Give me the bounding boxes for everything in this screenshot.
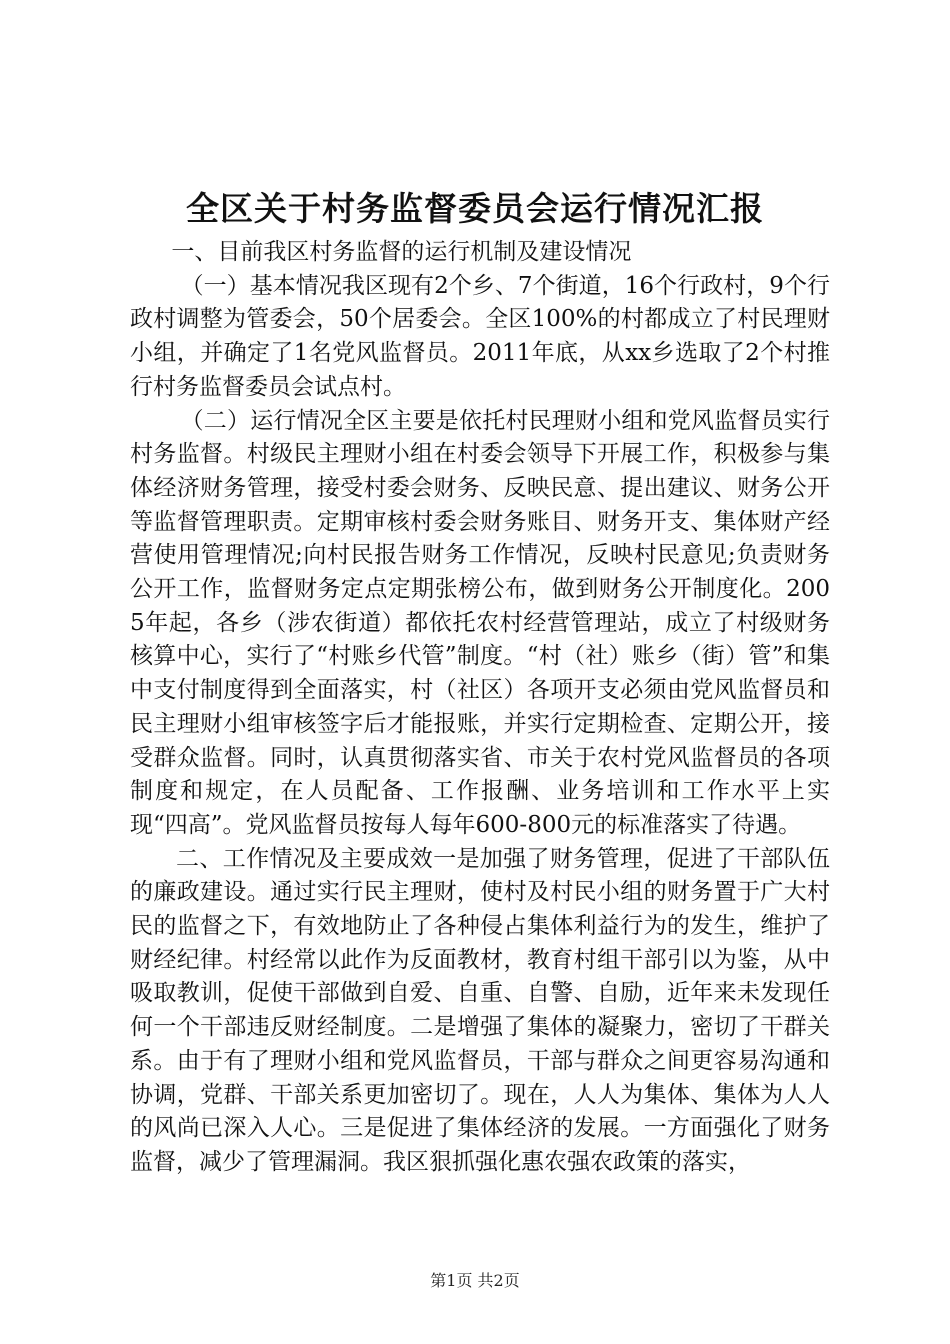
paragraph-work-results: 二、工作情况及主要成效一是加强了财务管理，促进了干部队伍的廉政建设。通过实行民主理财，使村及村民小组的财务置于广大村民的监督之下，有效地防止了各种侵占集体利益行为的发生，维护了财经纪律。村经常以此作为反面教材，教育村组干部引以为鉴，从中吸取教训，促使干部做到自爱、自重、自警、自励，近年来未发现任何一个干部违反财经制度。二是增强了集体的凝聚力，密切了干群关系。由于有了理财小组和党风监督员，干部与群众之间更容易沟通和协调，党群、干部关系更加密切了。现在，人人为集体、集体为人人的风尚已深入人心。三是促进了集体经济的发展。一方面强化了财务监督，减少了管理漏洞。我区狠抓强化惠农强农政策的落实，	[130, 845, 830, 1175]
page-number-footer: 第1页 共2页	[430, 1271, 520, 1290]
paragraph-operation-situation: （二）运行情况全区主要是依托村民理财小组和党风监督员实行村务监督。村级民主理财小组在村委会领导下开展工作，积极参与集体经济财务管理，接受村委会财务、反映民意、提出建议、财务公开等监督管理职责。定期审核村委会财务账目、财务开支、集体财产经营使用管理情况;向村民报告财务工作情况，反映村民意见;负责财务公开工作，监督财务定点定期张榜公布，做到财务公开制度化。2005年起，各乡（涉农街道）都依托农村经营管理站，成立了村级财务核算中心，实行了“村账乡代管”制度。“村（社）账乡（街）管”和集中支付制度得到全面落实，村（社区）各项开支必须由党风监督员和民主理财小组审核签字后才能报账，并实行定期检查、定期公开，接受群众监督。同时，认真贯彻落实省、市关于农村党风监督员的各项制度和规定，在人员配备、工作报酬、业务培训和工作水平上实现“四高”。党风监督员按每人每年600-800元的标准落实了待遇。	[130, 407, 830, 838]
paragraph-basic-situation: （一）基本情况我区现有2个乡、7个街道，16个行政村，9个行政村调整为管委会，50个居委会。全区100%的村都成立了村民理财小组，并确定了1名党风监督员。2011年底，从xx乡选取了2个村推行村务监督委员会试点村。	[130, 272, 830, 400]
document-title: 全区关于村务监督委员会运行情况汇报	[186, 189, 764, 228]
section-heading-1: 一、目前我区村务监督的运行机制及建设情况	[171, 239, 632, 265]
document-body	[130, 236, 830, 1180]
